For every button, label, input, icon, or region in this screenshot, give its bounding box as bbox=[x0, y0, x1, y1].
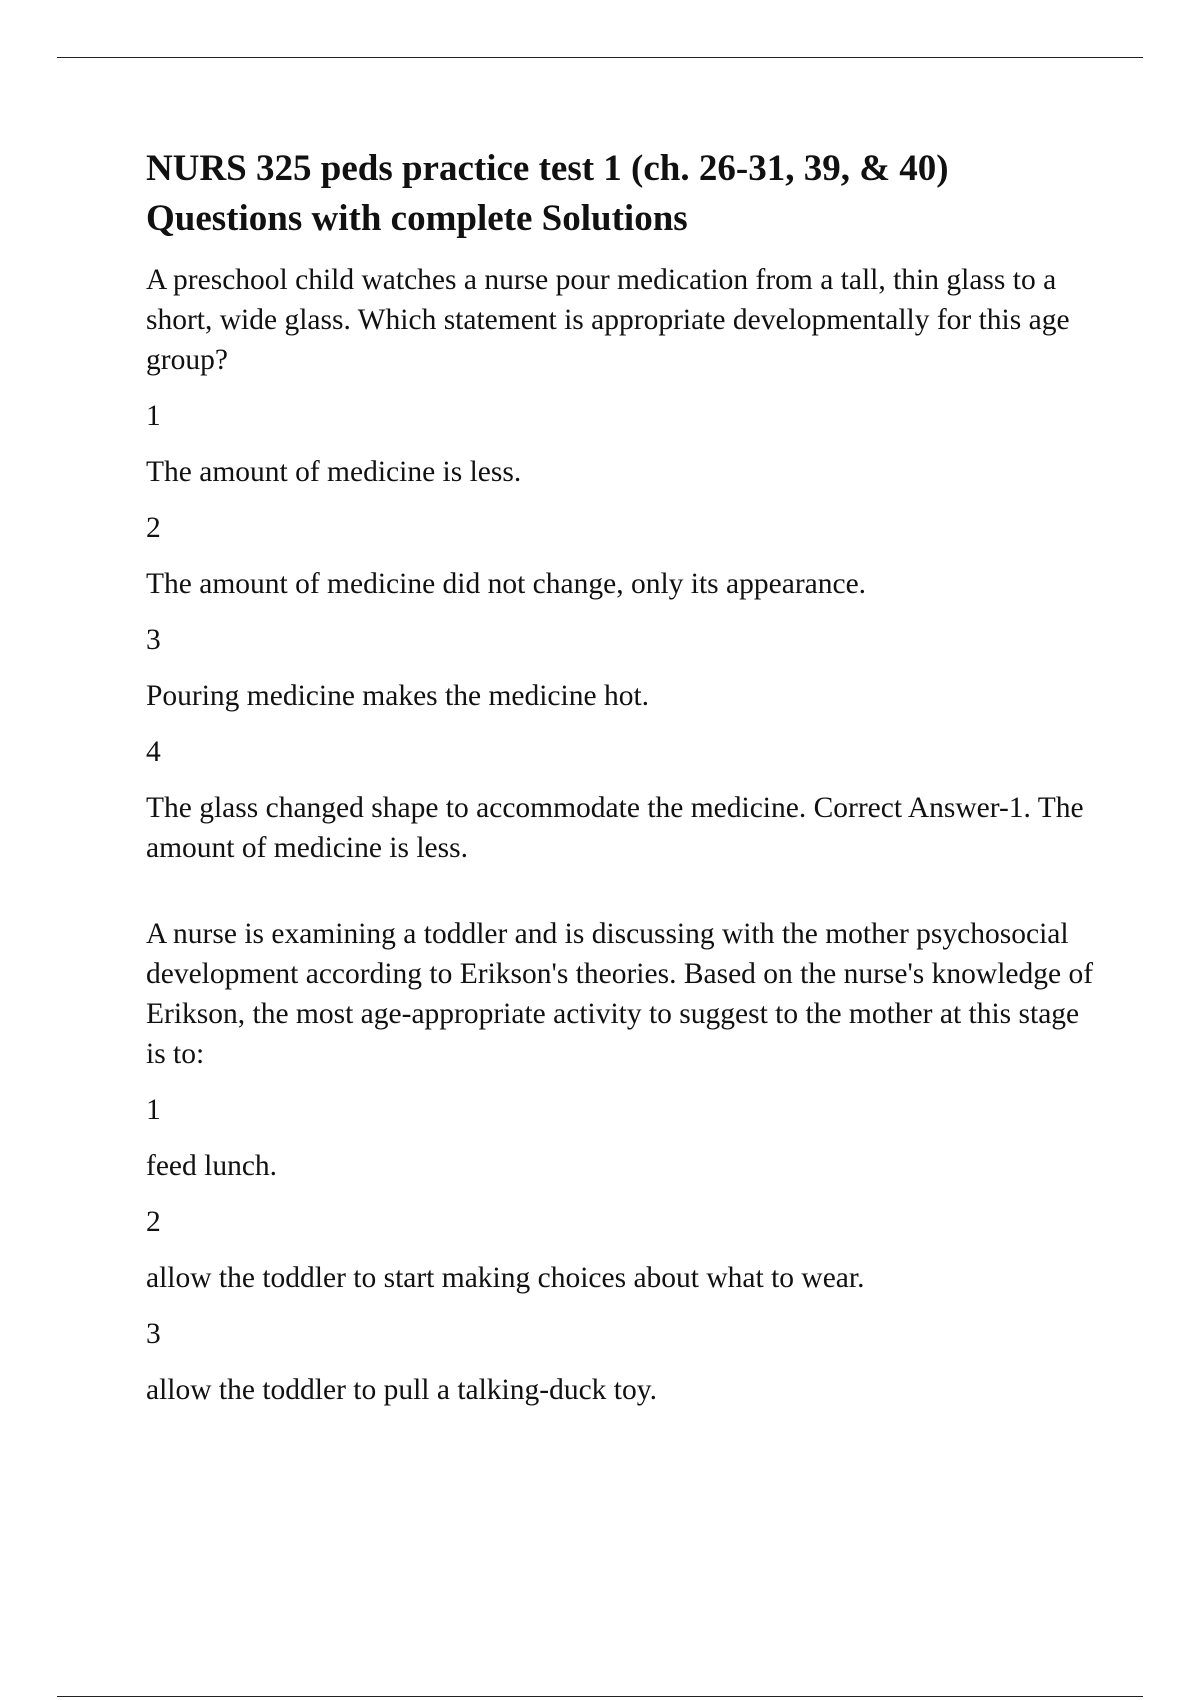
header-rule bbox=[57, 57, 1143, 58]
option-number: 1 bbox=[146, 400, 161, 432]
option-number: 1 bbox=[146, 1094, 161, 1126]
document-title: NURS 325 peds practice test 1 (ch. 26-31, 39, & 40) Questions with complete Solutions bbox=[146, 148, 949, 239]
correct-answer: Correct Answer-1. The amount of medicine is less. bbox=[146, 792, 1084, 864]
footer-rule bbox=[57, 1696, 1143, 1697]
option-text: feed lunch. bbox=[146, 1150, 278, 1182]
option-number: 2 bbox=[146, 512, 161, 544]
option-number: 3 bbox=[146, 1318, 161, 1350]
question-stem: A nurse is examining a toddler and is discussing with the mother psychosocial development according to Erikson's theories. Based on the nurse's knowledge of Erikson, the most age-appropriate activity to suggest to the mother at this stage is to: bbox=[146, 918, 1094, 1070]
option-text: The amount of medicine is less. bbox=[146, 456, 522, 488]
question-stem: A preschool child watches a nurse pour medication from a tall, thin glass to a short, wide glass. Which statement is appropriate developmentally for this age group? bbox=[146, 264, 1070, 376]
option-text: allow the toddler to start making choices about what to wear. bbox=[146, 1262, 865, 1294]
option-text: allow the toddler to pull a talking-duck toy. bbox=[146, 1374, 657, 1406]
question-2 bbox=[146, 914, 1096, 1410]
option-number: 4 bbox=[146, 736, 161, 768]
question-1 bbox=[146, 260, 1096, 868]
option-text: The glass changed shape to accommodate the medicine. bbox=[146, 792, 807, 824]
option-number: 2 bbox=[146, 1206, 161, 1238]
option-text: The amount of medicine did not change, only its appearance. bbox=[146, 568, 867, 600]
option-number: 3 bbox=[146, 624, 161, 656]
option-text: Pouring medicine makes the medicine hot. bbox=[146, 680, 650, 712]
page-content bbox=[146, 144, 1096, 1410]
option-text-with-answer bbox=[146, 788, 1096, 868]
